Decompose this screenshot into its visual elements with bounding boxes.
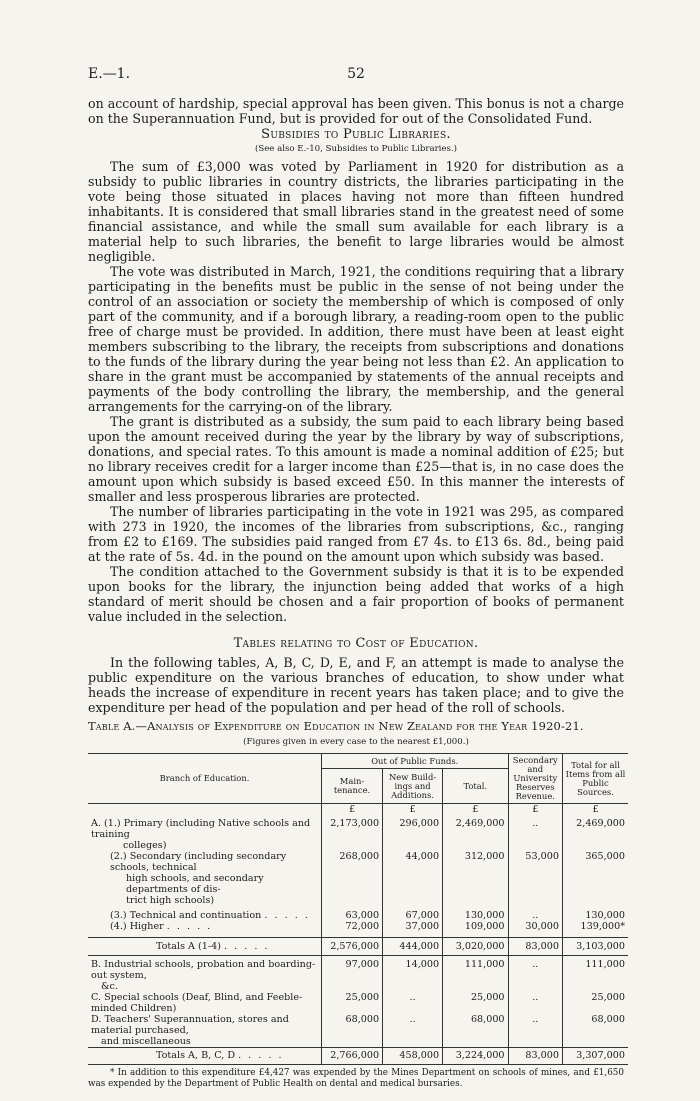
maintenance-cell: 268,000 (321, 851, 382, 906)
buildings-cell: 14,000 (383, 956, 443, 993)
secondary-cell: .. (508, 1014, 562, 1048)
buildings-cell: 296,000 (383, 818, 443, 851)
body-text (88, 96, 624, 1090)
secondary-cell: 83,000 (508, 1048, 562, 1065)
buildings-cell: .. (383, 1014, 443, 1048)
maintenance-cell: 25,000 (321, 992, 382, 1014)
header-maintenance: Main-tenance. (321, 769, 382, 804)
secondary-cell: .. (508, 818, 562, 851)
maintenance-cell: 68,000 (321, 1014, 382, 1048)
currency-row (88, 804, 628, 819)
total-all-cell: 130,000 (585, 910, 625, 921)
row-label: (2.) Secondary (including secondary schools, technical high schools, and secondary departments of dis- trict high schools) (88, 851, 321, 906)
maintenance-cell: 72,000 (321, 921, 382, 938)
table-row (88, 921, 628, 938)
currency-symbol: £ (383, 804, 443, 819)
total-all-cell: 2,469,000 (576, 818, 625, 829)
table-note: (Figures given in every case to the nearest £1,000.) (243, 737, 469, 747)
total-cell: 3,020,000 (443, 938, 508, 956)
table-row (88, 906, 628, 921)
row-label: Totals A (1-4) . . . . . (88, 938, 321, 956)
page-header (88, 66, 624, 86)
secondary-cell: .. (508, 992, 562, 1014)
buildings-cell: 37,000 (383, 921, 443, 938)
table-caption: Table A.—Analysis of Expenditure on Education in New Zealand for the Year 1920-21. (88, 719, 584, 733)
secondary-cell: .. (508, 956, 562, 993)
secondary-cell: 30,000 (508, 921, 562, 938)
row-label: C. Special schools (Deaf, Blind, and Feeble-minded Children) (88, 992, 321, 1014)
section-heading-libraries: Subsidies to Public Libraries. (261, 127, 451, 142)
total-all-cell: 68,000 (591, 1014, 625, 1025)
buildings-cell: 44,000 (383, 851, 443, 906)
maintenance-cell: 63,000 (321, 906, 382, 921)
total-cell: 312,000 (443, 851, 508, 906)
buildings-cell: 67,000 (383, 906, 443, 921)
table-row (88, 992, 628, 1014)
maintenance-cell: 97,000 (321, 956, 382, 993)
total-cell: 25,000 (443, 992, 508, 1014)
total-cell: 130,000 (443, 906, 508, 921)
currency-symbol: £ (592, 804, 599, 815)
secondary-cell: .. (508, 906, 562, 921)
subtotal-row (88, 938, 628, 956)
secondary-cell: 83,000 (508, 938, 562, 956)
row-label: (3.) Technical and continuation . . . . . (88, 906, 321, 921)
total-cell: 2,469,000 (443, 818, 508, 851)
table-row (88, 1014, 628, 1048)
grand-total-row (88, 1048, 628, 1065)
page-number: 52 (347, 66, 365, 82)
currency-symbol: £ (443, 804, 508, 819)
intro-paragraph: on account of hardship, special approval has been given. This bonus is not a charge on the Superannuation Fund, but is provided for out of the Consolidated Fund. (88, 96, 624, 126)
total-all-cell: 365,000 (585, 851, 625, 862)
currency-symbol: £ (321, 804, 382, 819)
maintenance-cell: 2,766,000 (321, 1048, 382, 1065)
header-new-buildings: New Build-ings and Additions. (383, 769, 443, 804)
total-all-cell: 3,307,000 (576, 1050, 625, 1061)
paragraph: The vote was distributed in March, 1921, the conditions requiring that a library participating in the benefits must be public in the sense of not being under the control of an association or society the membership of which is composed of only part of the community, and if a borough library, a reading-room open to the public free of charge must be provided. In addition, there must have been at least eight members subscribing to the library, the receipts from subscriptions and donations to the funds of the library during the year being not less than £2. An application to share in the grant must be accompanied by statements of the annual receipts and payments of the body controlling the library, the membership, and the general arrangements for the carrying-on of the library. (88, 264, 624, 414)
header-total-all: Total for all Items from all Public Sources. (565, 759, 626, 797)
paragraph: The number of libraries participating in the vote in 1921 was 295, as compared with 273 in 1920, the incomes of the libraries from subscriptions, &c., ranging from £2 to £169. The subsidies paid ranged from £7 4s. to £13 6s. 8d., being paid at the rate of 5s. 4d. in the pound on the amount upon which subsidy was based. (88, 504, 624, 564)
total-cell: 111,000 (443, 956, 508, 993)
row-label: B. Industrial schools, probation and boarding-out system, &c. (88, 956, 321, 993)
maintenance-cell: 2,173,000 (321, 818, 382, 851)
paragraph: The condition attached to the Government subsidy is that it is to be expended upon books for the library, the injunction being added that works of a high standard of merit should be chosen and a fair proportion of books of permanent value included in the selection. (88, 564, 624, 624)
total-all-cell: 111,000 (585, 959, 625, 970)
table-row (88, 851, 628, 906)
paragraph: The sum of £3,000 was voted by Parliament in 1920 for distribution as a subsidy to public libraries in country districts, the libraries participating in the vote being those situated in places having not more than fifteen hundred inhabitants. It is considered that small libraries stand in the greatest need of some financial assistance, and while the small sum available for each library is a material help to such libraries, the benefit to large libraries would be almost negligible. (88, 159, 624, 264)
total-cell: 3,224,000 (443, 1048, 508, 1065)
total-all-cell: 25,000 (591, 992, 625, 1003)
currency-symbol: £ (508, 804, 562, 819)
row-label: D. Teachers' Superannuation, stores and material purchased, and miscellaneous (88, 1014, 321, 1048)
report-code: E.—1. (88, 66, 131, 82)
row-label: Totals A, B, C, D . . . . . (88, 1048, 321, 1065)
header-total: Total. (443, 769, 508, 804)
header-public-funds: Out of Public Funds. (321, 754, 508, 769)
table-row (88, 956, 628, 993)
total-all-cell: 139,000* (580, 921, 625, 932)
expenditure-table (88, 753, 628, 1065)
total-all-cell: 3,103,000 (576, 941, 625, 952)
buildings-cell: 458,000 (383, 1048, 443, 1065)
table-row (88, 818, 628, 851)
paragraph: In the following tables, A, B, C, D, E, and F, an attempt is made to analyse the public expenditure on the various branches of education, to show under what heads the increase of expenditure in recent years has taken place; and to give the expenditure per head of the population and per head of the roll of schools. (88, 655, 624, 715)
paragraph: The grant is distributed as a subsidy, the sum paid to each library being based upon the amount received during the year by the library by way of subscriptions, donations, and special rates. To this amount is made a nominal addition of £25; but no library receives credit for a larger income than £25—that is, in no case does the amount upon which subsidy is based exceed £50. In this manner the interests of smaller and less prosperous libraries are protected. (88, 414, 624, 504)
table-footnote: * In addition to this expenditure £4,427 was expended by the Mines Department on schools of mines, and £1,650 was expended by the Department of Public Health on dental and medical bursaries. (88, 1068, 624, 1089)
section-subheading: (See also E.-10, Subsidies to Public Libraries.) (254, 144, 458, 154)
section-heading-tables: Tables relating to Cost of Education. (233, 636, 479, 651)
row-label: A. (1.) Primary (including Native schools and training colleges) (88, 818, 321, 851)
buildings-cell: 444,000 (383, 938, 443, 956)
maintenance-cell: 2,576,000 (321, 938, 382, 956)
header-secondary-reserves: Secondary and University Reserves Revenue. (508, 754, 562, 804)
row-label: (4.) Higher . . . . . (88, 921, 321, 938)
header-branch: Branch of Education. (88, 754, 321, 804)
total-cell: 109,000 (443, 921, 508, 938)
secondary-cell: 53,000 (508, 851, 562, 906)
total-cell: 68,000 (443, 1014, 508, 1048)
buildings-cell: .. (383, 992, 443, 1014)
